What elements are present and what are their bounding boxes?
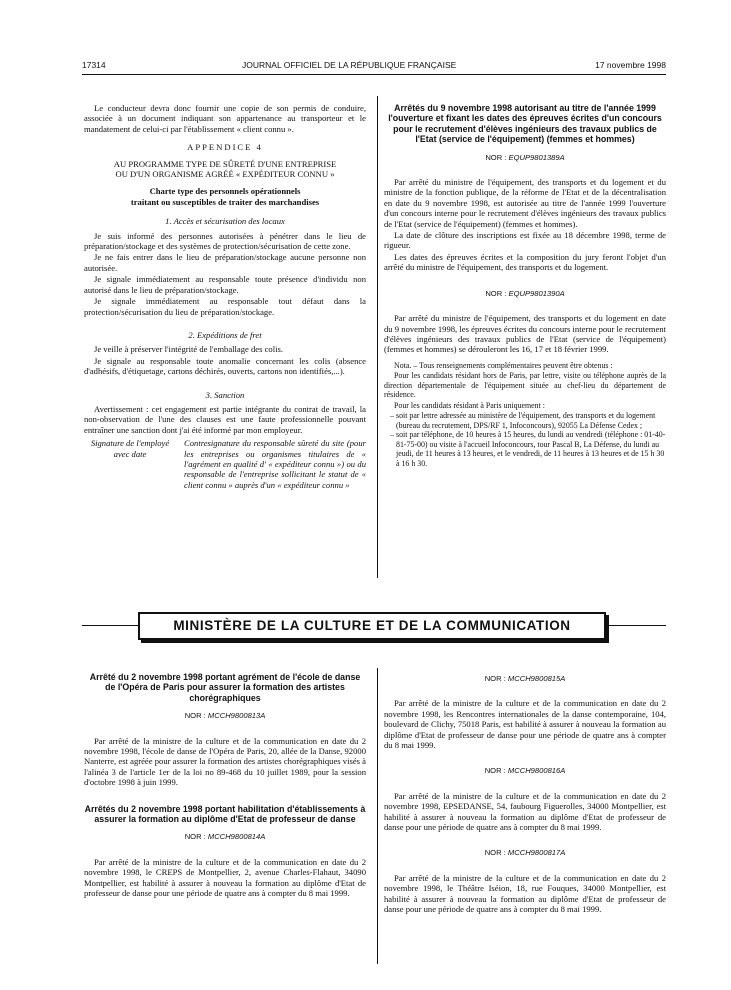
nota-paragraph: Pour les candidats résidant à Paris uniquement : xyxy=(394,400,545,410)
ministry-banner: MINISTÈRE DE LA CULTURE ET DE LA COMMUNICATION xyxy=(138,612,606,640)
nor-reference: NOR : MCCH9800814A xyxy=(184,832,266,842)
nota-list-item: – soit par lettre adressée au ministère de l'équipement, des transports et du logement (bureau du recrutement, DPS/RF 1, Infoconcours), 92055 La Défense Cedex ; xyxy=(396,411,666,430)
nor-reference: NOR : MCCH9800813A xyxy=(184,711,266,721)
appendix-subtitle-1: AU PROGRAMME TYPE DE SÛRETÉ D'UNE ENTREPRISE xyxy=(113,158,337,169)
article-paragraph: La date de clôture des inscriptions est fixée au 18 décembre 1998, terme de rigueur. xyxy=(384,230,666,251)
nor-reference: NOR : MCCH9800816A xyxy=(484,766,566,776)
nota-list xyxy=(384,411,666,468)
article-paragraph: Par arrêté du ministre de l'équipement, des transports et du logement et du ministre de la fonction publique, de la réforme de l'Etat et de la décentralisation en date du 9 novembre 1998, est autorisée au titre de l'année 1999 l'ouverture d'un concours interne pour le recrutement d'élèves ingénieurs des travaux publics de l'Etat (service de l'équipement) (femmes et hommes). xyxy=(384,177,666,229)
page-number: 17314 xyxy=(82,60,106,70)
section-1-title: 1. Accès et sécurisation des locaux xyxy=(165,216,285,227)
intro-paragraph: Le conducteur devra donc fournir une copie de son permis de conduire, associée à un document indiquant son appartenance au transporteur et le mandatement de celui-ci par l'établissement « client connu ». xyxy=(84,103,366,134)
signature-block xyxy=(84,438,366,490)
nota-heading: Nota. – Tous renseignements complémentaires peuvent être obtenus : xyxy=(394,360,613,370)
column-divider xyxy=(377,668,378,964)
journal-title: JOURNAL OFFICIEL DE LA RÉPUBLIQUE FRANÇAISE xyxy=(242,60,457,70)
section-2-paragraph: Je signale au responsable toute anomalie concernant les colis (absence d'adhésifs, d'étiquetage, cartons déchirés, ouverts, cartons non identifiés,...). xyxy=(84,355,366,377)
section-3-paragraph: Avertissement : cet engagement est partie intégrante du contrat de travail, la non-observation de l'une des clauses est une faute professionnelle pouvant entraîner une sanction dont j'ai été informé par mon employeur. xyxy=(84,403,366,435)
article-paragraph: Par arrêté du ministre de l'équipement, des transports et du logement en date du 9 novembre 1998, les épreuves écrites du concours interne pour le recrutement d'élèves ingénieurs des travaux publics de l'Etat (service de l'équipement) (femmes et hommes) se dérouleront les 16, 17 et 18 février 1999. xyxy=(384,313,666,355)
article-paragraph: Par arrêté de la ministre de la culture et de la communication en date du 2 novembre 1998, le Théâtre Iséion, 18, rue Fouques, 34000 Montpellier, est habilité à assurer à nouveau la formation au diplôme d'Etat de professeur de danse pour une période de quatre ans à compter du 8 mai 1999. xyxy=(384,872,666,915)
countersignature-label: Contresignature du responsable sûreté du site (pour les entreprises ou organismes titulaires de « l'agrément en qualité d' « expéditeur connu ») ou du responsable de l'entreprise sollicitant le statut de « client connu » auprès d'un « expéditeur connu » xyxy=(184,438,366,490)
page-header xyxy=(82,60,666,74)
nota-list-item: – soit par téléphone, de 10 heures à 15 heures, du lundi au vendredi (téléphone : 01-40-81-75-00) ou visite à l'accueil Infoconcours, tour Pascal B, La Défense, du lundi au jeudi, de 11 heures à 13 heures, et le vendredi, de 11 heures à 13 heures et de 15 h 30 à 16 h 30. xyxy=(396,430,666,468)
charte-title-2: traitant ou susceptibles de traiter des marchandises xyxy=(130,196,320,207)
column-divider xyxy=(377,96,378,578)
culture-right-column xyxy=(384,668,666,916)
section-2-title: 2. Expéditions de fret xyxy=(188,329,262,340)
culture-left-column xyxy=(84,672,366,900)
section-1-paragraph: Je suis informé des personnes autorisées à pénétrer dans le lieu de préparation/stockage et des systèmes de protection/sécurisation de cette zone. xyxy=(84,230,366,252)
appendix-subtitle-2: OU D'UN ORGANISME AGRÉÉ « EXPÉDITEUR CONNU » xyxy=(115,169,335,180)
article-title: Arrêtés du 2 novembre 1998 portant habilitation d'établissements à assurer la formation au diplôme d'Etat de professeur de danse xyxy=(84,803,366,825)
right-column xyxy=(384,103,666,468)
article-paragraph: Par arrêté de la ministre de la culture et de la communication en date du 2 novembre 1998, le CREPS de Montpellier, 2, avenue Charles-Flahaut, 34090 Montpellier, est habilité à assurer à nouveau la formation au diplôme d'Etat de professeur de danse pour une période de quatre ans à compter du 8 mai 1999. xyxy=(84,856,366,899)
left-column xyxy=(84,103,366,490)
article-paragraph: Les dates des épreuves écrites et la composition du jury feront l'objet d'un arrêté du ministre de l'équipement, des transports et du logement. xyxy=(384,251,666,273)
nota-paragraph: Pour les candidats résidant hors de Paris, par lettre, visite ou téléphone auprès de la direction départementale de l'équipement située au chef-lieu du département de résidence. xyxy=(384,371,666,400)
section-3-title: 3. Sanction xyxy=(205,389,245,400)
charte-title-1: Charte type des personnels opérationnels xyxy=(149,186,301,197)
header-rule xyxy=(82,74,666,75)
section-1-paragraph: Je signale immédiatement au responsable tout défaut dans la protection/sécurisation du lieu de préparation/stockage. xyxy=(84,296,366,317)
section-1-paragraph: Je signale immédiatement au responsable toute présence d'individu non autorisé dans le lieu de préparation/stockage. xyxy=(84,274,366,295)
issue-date: 17 novembre 1998 xyxy=(595,60,666,70)
nor-reference: NOR : MCCH9800817A xyxy=(484,848,566,858)
article-paragraph: Par arrêté de la ministre de la culture et de la communication en date du 2 novembre 1998, EPSEDANSE, 54, faubourg Figuerolles, 34000 Montpellier, est habilité à assurer à nouveau la formation au diplôme d'Etat de professeur de danse pour une période de quatre ans à compter du 8 mai 1999. xyxy=(384,790,666,833)
nor-reference: NOR : EQUP9801390A xyxy=(485,288,565,298)
section-1-paragraph: Je ne fais entrer dans le lieu de préparation/stockage aucune personne non autorisée. xyxy=(84,252,366,273)
nor-reference: NOR : MCCH9800815A xyxy=(484,674,566,683)
employee-signature-label: Signature de l'employé avec date xyxy=(90,438,170,459)
article-title: Arrêtés du 9 novembre 1998 autorisant au titre de l'année 1999 l'ouverture et fixant les dates des épreuves écrites d'un concours pour le recrutement d'élèves ingénieurs des travaux publics de l'Etat (service de l'équipement) (femmes et hommes) xyxy=(388,103,662,145)
nota-block xyxy=(384,361,666,469)
appendix-title: APPENDICE 4 xyxy=(187,142,263,153)
article-paragraph: Par arrêté de la ministre de la culture et de la communication en date du 2 novembre 1998, les Rencontres internationales de la danse contemporaine, 104, boulevard de Clichy, 75018 Paris, est habilité à assurer à nouveau la formation au diplôme d'Etat de professeur de danse pour une période de quatre ans à compter du 8 mai 1999. xyxy=(384,698,666,751)
section-2-paragraph: Je veille à préserver l'intégrité de l'emballage des colis. xyxy=(94,344,283,355)
article-title: Arrêté du 2 novembre 1998 portant agrément de l'école de danse de l'Opéra de Paris pour assurer la formation des artistes chorégraphiques xyxy=(89,672,361,703)
nor-reference: NOR : EQUP9801389A xyxy=(485,152,565,162)
article-paragraph: Par arrêté de la ministre de la culture et de la communication en date du 2 novembre 1998, l'école de danse de l'Opéra de Paris, 20, allée de la Danse, 92000 Nanterre, est agréée pour assurer la formation des artistes chorégraphiques visés à l'alinéa 3 de l'article 1er de la loi no 89-468 du 10 juillet 1989, pour la session d'octobre 1998 à juin 1999. xyxy=(84,735,366,788)
